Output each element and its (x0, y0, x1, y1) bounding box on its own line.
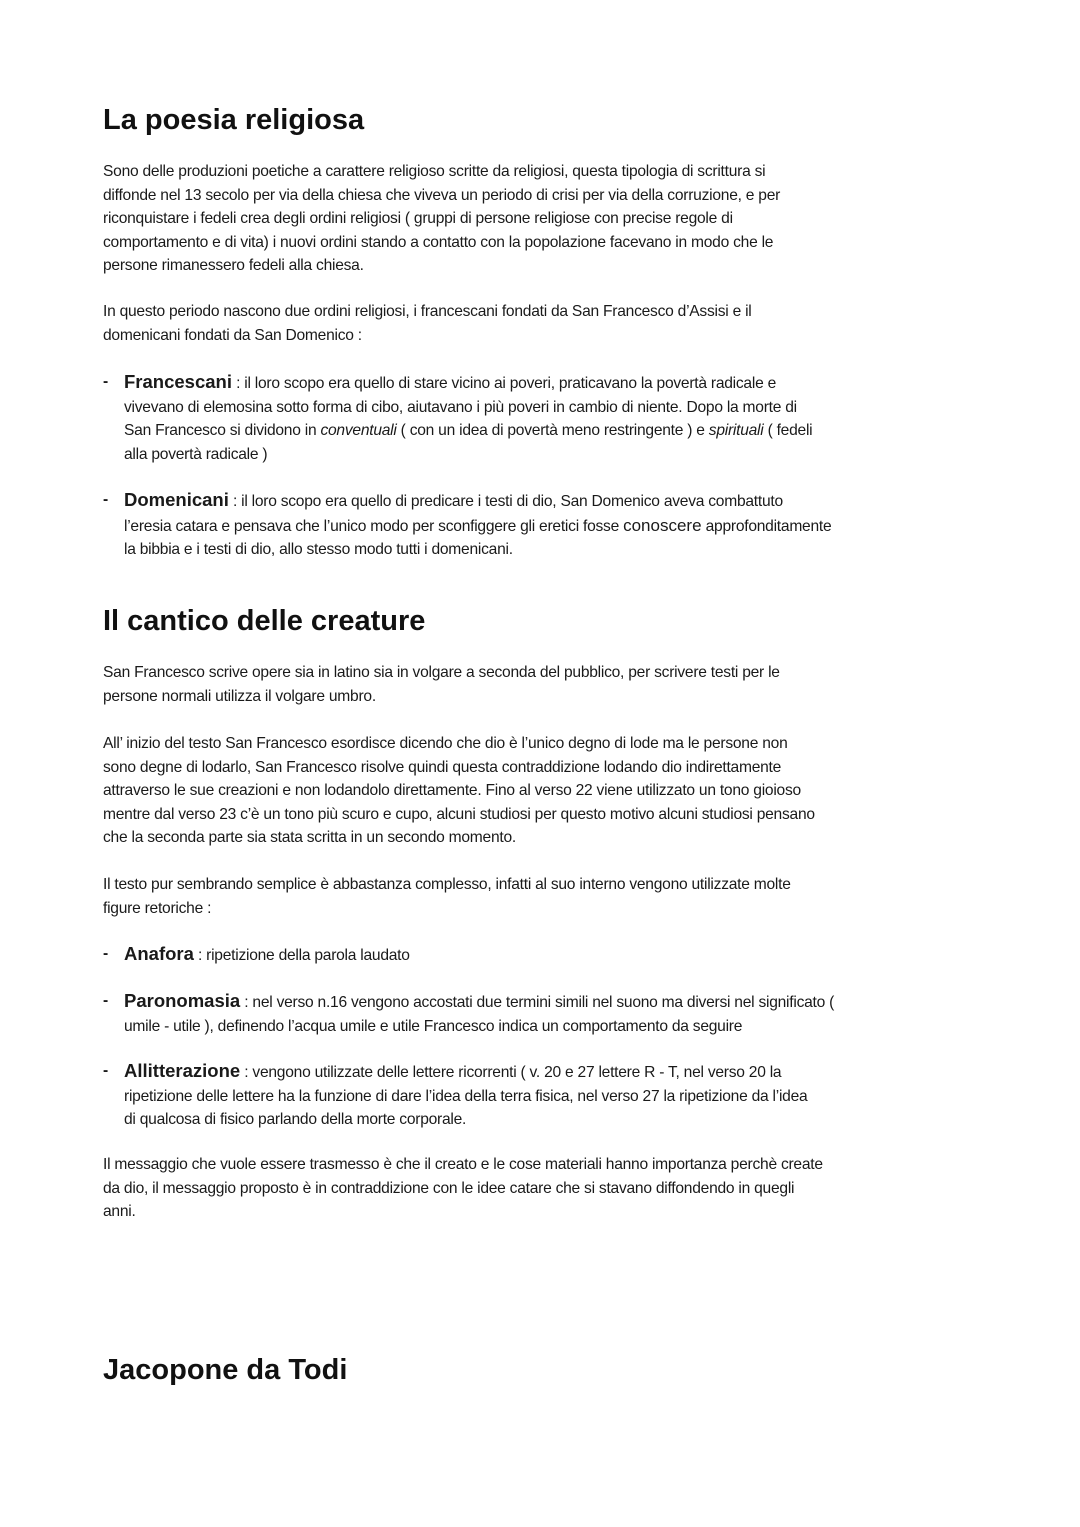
text-segment: la bibbia e i testi di dio, allo stesso modo tutti i domenicani. (124, 541, 513, 559)
text-segment: San Francesco si dividono in (124, 422, 321, 440)
text-line (103, 989, 834, 1015)
paragraph-intro (103, 160, 780, 278)
heading-il-cantico-delle-creature: Il cantico delle creature (103, 605, 426, 637)
paragraph-inizio-testo (103, 732, 815, 850)
text-segment: : ripetizione della parola laudato (193, 947, 410, 964)
text-segment: San Francesco scrive opere sia in latino sia in volgare a seconda del pubblico, per scrivere testi per le (103, 664, 780, 681)
text-segment: comportamento e di vita) i nuovi ordini stando a contatto con la popolazione facevano in modo che le (103, 233, 774, 251)
italic-text: spirituali (708, 422, 764, 440)
bullet-term: Paronomasia (124, 990, 241, 1011)
text-line (103, 1108, 807, 1132)
bullet-dash: - (103, 491, 108, 508)
text-segment: da dio, il messaggio proposto è in contraddizione con le idee catare che si stavano diffondendo in quegli (103, 1179, 795, 1197)
text-line (103, 370, 812, 396)
text-segment: Il testo pur sembrando semplice è abbastanza complesso, infatti al suo interno vengono utilizzate molte (103, 876, 791, 893)
text-line (103, 779, 815, 803)
text-segment: diffonde nel 13 secolo per via della chiesa che viveva un periodo di crisi per via della corruzione, e per (103, 186, 781, 204)
text-segment: Sono delle produzioni poetiche a carattere religioso scritte da religiosi, questa tipologia di scrittura si (103, 163, 766, 180)
text-segment: riconquistare i fedeli crea degli ordini religiosi ( gruppi di persone religiose con precise regole di (103, 210, 733, 228)
bullet-dash: - (103, 373, 108, 390)
text-line (103, 300, 752, 324)
heading-jacopone-da-todi: Jacopone da Todi (103, 1354, 348, 1386)
paragraph-figure-retoriche (103, 873, 791, 920)
text-line (103, 897, 791, 921)
text-line (103, 756, 815, 780)
bullet-dash: - (103, 992, 108, 1009)
text-segment: sono degne di lodarlo, San Francesco risolve quindi questa contraddizione lodando dio indirettamente (103, 758, 782, 776)
text-line (103, 396, 812, 420)
text-line (103, 732, 815, 756)
text-segment: l’eresia catara e pensava che l’unico modo per sconfiggere gli eretici fosse (124, 517, 624, 535)
text-segment: : il loro scopo era quello di stare vicino ai poveri, praticavano la povertà radicale e (231, 375, 776, 392)
text-line (103, 231, 780, 255)
bullet-term: Allitterazione (124, 1060, 241, 1081)
text-line (103, 514, 831, 539)
text-segment: conoscere (623, 515, 702, 535)
text-segment: : nel verso n.16 vengono accostati due termini simili nel suono ma diversi nel significato ( (240, 994, 835, 1011)
bullet-francescani (103, 370, 812, 466)
text-segment: Il messaggio che vuole essere trasmesso è che il creato e le cose materiali hanno importanza perchè create (103, 1156, 823, 1173)
text-line (103, 1015, 834, 1039)
text-segment: attraverso le sue creazioni e non lodandolo direttamente. Fino al verso 22 viene utilizzato un tono gioioso (103, 782, 801, 800)
text-segment: vivevano di elemosina sotto forma di cibo, aiutavano i più poveri in cambio di niente. Dopo la morte di (124, 398, 797, 416)
bullet-paronomasia (103, 989, 834, 1038)
text-line (103, 873, 791, 897)
text-segment: persone normali utilizza il volgare umbro. (103, 687, 376, 705)
text-segment: : vengono utilizzate delle lettere ricorrenti ( v. 20 e 27 lettere R - T, nel verso 20 la (240, 1064, 782, 1081)
text-segment: domenicani fondati da San Domenico : (103, 326, 362, 344)
bullet-dash: - (103, 945, 108, 962)
text-line (103, 1153, 823, 1177)
text-segment: ( fedeli (763, 422, 813, 440)
text-line (103, 942, 410, 968)
heading-la-poesia-religiosa: La poesia religiosa (103, 104, 365, 136)
text-segment: umile - utile ), definendo l’acqua umile e utile Francesco indica un comportamento da seguire (124, 1017, 743, 1035)
text-segment: di qualcosa di fisico parlando della morte corporale. (124, 1111, 467, 1129)
text-line (103, 160, 780, 184)
text-segment: All’ inizio del testo San Francesco esordisce dicendo che dio è l’unico degno di lode ma le persone non (103, 735, 788, 752)
text-line (103, 419, 812, 443)
text-line (103, 1200, 823, 1224)
bullet-term: Anafora (124, 943, 194, 964)
text-line (103, 661, 780, 685)
bullet-domenicani (103, 488, 831, 562)
text-segment: persone rimanessero fedeli alla chiesa. (103, 257, 364, 275)
text-line (103, 488, 831, 514)
text-line (103, 1177, 823, 1201)
text-line (103, 443, 812, 467)
text-segment: anni. (103, 1203, 136, 1221)
text-segment: alla povertà radicale ) (124, 445, 268, 463)
paragraph-volgare (103, 661, 780, 708)
text-line (103, 1085, 807, 1109)
bullet-term: Francescani (124, 371, 232, 392)
text-segment: ripetizione delle lettere ha la funzione di dare l’idea della terra fisica, nel verso 27 la ripetizione da l’idea (124, 1087, 808, 1105)
text-segment: ( con un idea di povertà meno restringente ) e (396, 422, 709, 440)
text-line (103, 826, 815, 850)
text-segment: che la seconda parte sia stata scritta in un secondo momento. (103, 829, 516, 847)
text-segment: figure retoriche : (103, 899, 212, 917)
paragraph-ordini (103, 300, 752, 347)
text-segment: : il loro scopo era quello di predicare i testi di dio, San Domenico aveva combattuto (228, 493, 783, 510)
bullet-anafora (103, 942, 410, 968)
text-segment: mentre dal verso 23 c’è un tono più scuro e cupo, alcuni studiosi per questo motivo alcuni studiosi pensano (103, 805, 815, 823)
text-line (103, 324, 752, 348)
bullet-allitterazione (103, 1059, 807, 1132)
italic-text: conventuali (320, 422, 397, 440)
text-line (103, 207, 780, 231)
bullet-dash: - (103, 1062, 108, 1079)
text-line (103, 538, 831, 562)
bullet-term: Domenicani (124, 489, 229, 510)
text-line (103, 254, 780, 278)
paragraph-messaggio (103, 1153, 823, 1224)
text-line (103, 685, 780, 709)
text-segment: approfonditamente (701, 517, 832, 535)
text-segment: In questo periodo nascono due ordini religiosi, i francescani fondati da San Francesco d’Assisi e il (103, 303, 752, 320)
text-line (103, 803, 815, 827)
text-line (103, 1059, 807, 1085)
text-line (103, 184, 780, 208)
